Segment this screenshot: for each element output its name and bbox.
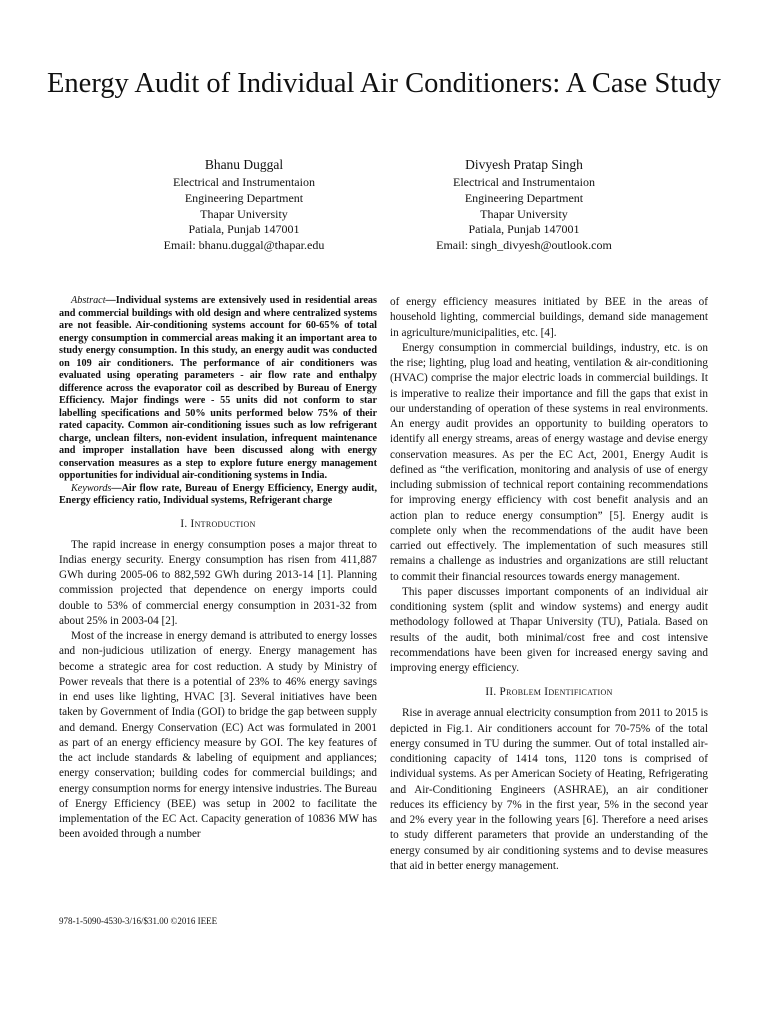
keywords-text: —Air flow rate, Bureau of Energy Efficiency, Energy audit, Energy efficiency ratio, Individual systems, Refrigerant charge <box>59 482 377 506</box>
author-block-2 <box>384 156 664 254</box>
author-name: Divyesh Pratap Singh <box>465 157 583 172</box>
author-department: Engineering Department <box>464 190 584 205</box>
author-location: Patiala, Punjab 147001 <box>188 222 300 237</box>
author-email: Email: bhanu.duggal@thapar.edu <box>163 238 325 253</box>
keywords-label: Keywords <box>71 482 112 494</box>
paragraph: Most of the increase in energy demand is attributed to energy losses and non-judicious utilization of energy. Energy management has become a strategic area for cost reduction. A study by Ministry of Power reveals that there is a potential of 23% to 46% energy savings in end uses like lighting, HVAC [3]. Several initiatives have been taken by Government of India (GOI) to bridge the gap between supply and demand. Energy Conservation (EC) Act was formulated in 2001 as part of an energy efficiency measure by GOI. The key features of the act include standards & labeling of equipment and appliances; energy conservation; building codes for commercial buildings; and energy consumption norms for energy intensive industries. The Bureau of Energy Efficiency (BEE) was setup in 2002 to facilitate the implementation of the EC Act. Capacity generation of 10836 MW has been avoided through a number <box>59 630 377 841</box>
author-university: Thapar University <box>480 206 568 221</box>
author-department: Engineering Department <box>184 190 304 205</box>
right-column <box>390 295 708 874</box>
section-heading-problem-identification: II. Problem Identification <box>485 686 613 699</box>
paragraph: Rise in average annual electricity consumption from 2011 to 2015 is depicted in Fig.1. Air conditioners account for 70-75% of the total energy consumed in TU during the summer. Out of total installed air-conditioning capacity of 1414 tons, 1120 tons is comprised of individual systems. As per American Society of Heating, Refrigerating and Air-Conditioning Engineers (ASHRAE), an air conditioner reduces its efficiency by 7% in the first year, 5% in the second year and 2% every year in the following years [6]. Therefore a need arises to study different parameters that provide an understanding of the energy consumed by air conditioning systems and to devise measures that aid in better energy management. <box>390 707 708 872</box>
author-university: Thapar University <box>200 206 288 221</box>
paragraph: This paper discusses important components of an individual air conditioning system (split and window systems) and energy audit methodology followed at Thapar University (TU), Patiala. Based on results of the audit, both minimal/cost free and cost intensive recommendations have been given for increased energy saving and improving energy efficiency. <box>390 585 708 674</box>
author-department: Electrical and Instrumentaion <box>173 175 315 189</box>
keywords <box>59 483 377 508</box>
abstract-label: Abstract <box>71 295 106 306</box>
paper-title: Energy Audit of Individual Air Conditioners: A Case Study <box>47 68 721 99</box>
copyright-footnote: 978-1-5090-4530-3/16/$31.00 ©2016 IEEE <box>59 916 218 926</box>
abstract <box>59 295 377 483</box>
author-location: Patiala, Punjab 147001 <box>468 222 580 237</box>
section-heading-introduction: I. Introduction <box>180 517 256 530</box>
author-block-1 <box>104 156 384 254</box>
author-department: Electrical and Instrumentaion <box>453 175 595 189</box>
abstract-text: —Individual systems are extensively used in residential areas and commercial buildings with old design and where centralized systems are not feasible. Air-conditioning systems account for 60-65% of total energy consumption in commercial areas making it an important area to study energy consumption. In this study, an energy audit was conducted on 109 air conditioners. The performance of air conditioners was evaluated using operating parameters - air flow rate and enthalpy difference across the evaporator coil as described by Bureau of Energy Efficiency. Major findings were - 55 units did not conform to star labelling specifications and 50% units performed below 75% of their rated capacity. Common air-conditioning issues such as low refrigerant charge, unclean filters, non-evident insulation, infrequent maintenance and improper installation have been discussed along with energy conservation measures as a step to explore future energy management opportunities for individual air-conditioning systems in India. <box>59 295 377 481</box>
author-email: Email: singh_divyesh@outlook.com <box>436 238 612 253</box>
paragraph: Energy consumption in commercial buildings, industry, etc. is on the rise; lighting, plug load and heating, ventilation & air-conditioning (HVAC) comprise the major electric loads in commercial buildings. It is imperative to realize their importance and fill the gaps that exist in our understanding of operation of these systems in real environments. An energy audit provides an opportunity to building operators to identify all energy streams, areas of energy wastage and devise energy conservation measures. As per the EC Act, 2001, Energy Audit is defined as “the verification, monitoring and analysis of use of energy including submission of technical report containing recommendations for improving energy efficiency with cost benefit analysis and an action plan to reduce energy consumption” [5]. Energy audit is complete only when the recommendations of the audit have been carried out effectively. The implementation of such measures still remains a challenge as industries and organizations are still reluctant to commit their financial resources towards energy management. <box>390 341 708 583</box>
paragraph: The rapid increase in energy consumption poses a major threat to Indias energy security. Energy consumption has risen from 411,887 GWh during 2005-06 to 882,592 GWh during 2013-14 [1]. Planning commission projected that dependence on energy imports could double to 53% of commercial energy consumption in 2031-32 from about 25% in 2003-04 [2]. <box>59 538 377 627</box>
paragraph: of energy efficiency measures initiated by BEE in the areas of household lighting, commercial buildings, demand side management in agriculture/municipalities, etc. [4]. <box>390 296 708 339</box>
author-name: Bhanu Duggal <box>204 157 284 172</box>
left-column <box>59 295 377 843</box>
